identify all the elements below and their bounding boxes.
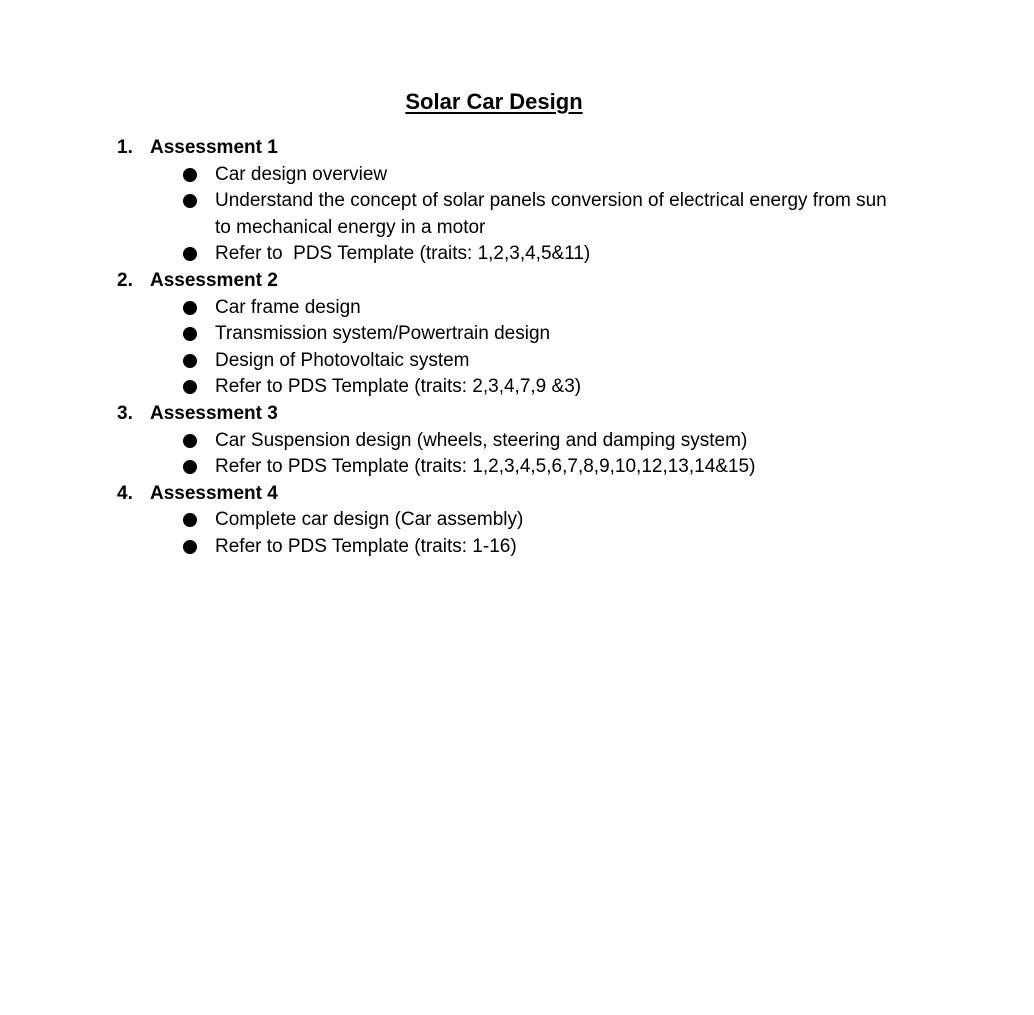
bullet-icon bbox=[183, 434, 197, 448]
assessment-section bbox=[117, 135, 917, 268]
bullet-list bbox=[117, 295, 917, 401]
list-item bbox=[117, 162, 917, 189]
list-item-text: Design of Photovoltaic system bbox=[215, 349, 470, 371]
assessment-section bbox=[117, 401, 917, 481]
bullet-icon bbox=[183, 168, 197, 182]
list-item bbox=[117, 507, 917, 534]
assessment-section bbox=[117, 481, 917, 561]
bullet-list bbox=[117, 507, 917, 560]
bullet-icon bbox=[183, 513, 197, 527]
assessment-heading bbox=[117, 481, 917, 508]
bullet-icon bbox=[183, 380, 197, 394]
bullet-icon bbox=[183, 301, 197, 315]
list-item-text: Refer to PDS Template (traits: 1,2,3,4,5&11) bbox=[215, 243, 591, 265]
list-item bbox=[117, 428, 917, 455]
assessment-heading bbox=[117, 135, 917, 162]
list-item-text: Transmission system/Powertrain design bbox=[215, 323, 551, 345]
assessment-title: Assessment 3 bbox=[150, 402, 278, 424]
assessment-number: 2. bbox=[117, 269, 133, 291]
list-item-text: Refer to PDS Template (traits: 2,3,4,7,9 &3) bbox=[215, 376, 582, 398]
assessment-number: 4. bbox=[117, 482, 133, 504]
list-item bbox=[117, 454, 917, 481]
list-item bbox=[117, 374, 917, 401]
bullet-icon bbox=[183, 247, 197, 261]
list-item bbox=[117, 241, 917, 268]
bullet-icon bbox=[183, 327, 197, 341]
assessment-title: Assessment 1 bbox=[150, 137, 278, 158]
list-item bbox=[117, 321, 917, 348]
assessment-heading bbox=[117, 268, 917, 295]
list-item bbox=[117, 534, 917, 561]
assessment-heading bbox=[117, 401, 917, 428]
bullet-list bbox=[117, 162, 917, 268]
bullet-icon bbox=[183, 194, 197, 208]
bullet-icon bbox=[183, 354, 197, 368]
assessment-title: Assessment 2 bbox=[150, 269, 278, 291]
list-item-text: Car frame design bbox=[215, 296, 361, 318]
list-item-text: Car design overview bbox=[215, 163, 388, 185]
list-item-text: Complete car design (Car assembly) bbox=[215, 509, 524, 531]
assessment-title: Assessment 4 bbox=[150, 482, 278, 504]
bullet-icon bbox=[183, 540, 197, 554]
assessment-number: 1. bbox=[117, 137, 133, 158]
list-item bbox=[117, 188, 917, 241]
bullet-icon bbox=[183, 460, 197, 474]
list-item bbox=[117, 295, 917, 322]
list-item-text: Refer to PDS Template (traits: 1-16) bbox=[215, 535, 517, 557]
list-item-text: Refer to PDS Template (traits: 1,2,3,4,5,6,7,8,9,10,12,13,14&15) bbox=[215, 456, 756, 478]
assessment-list bbox=[117, 135, 917, 561]
assessment-section bbox=[117, 268, 917, 401]
bullet-list bbox=[117, 428, 917, 481]
list-item-text: Understand the concept of solar panels conversion of electrical energy from sun to mechanical energy in a motor bbox=[215, 190, 887, 238]
list-item-text: Car Suspension design (wheels, steering and damping system) bbox=[215, 429, 748, 451]
assessment-number: 3. bbox=[117, 402, 133, 424]
document-title: Solar Car Design bbox=[405, 89, 583, 114]
list-item bbox=[117, 348, 917, 375]
